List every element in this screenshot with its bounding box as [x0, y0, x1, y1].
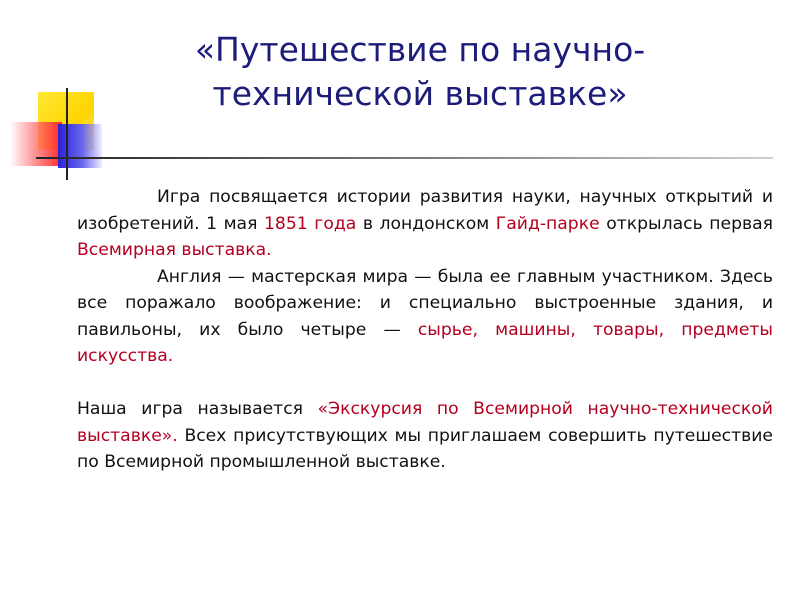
highlight-year: 1851 года [264, 213, 357, 234]
decor-vertical-line [66, 88, 68, 180]
title-divider-line [36, 157, 773, 159]
highlight-pavilions: сырье, машины, товары, предметы искусства. [77, 319, 773, 366]
highlight-world-expo: Всемирная выставка. [77, 240, 272, 260]
paragraph-game-text-1: Наша игра называется [77, 399, 318, 419]
paragraph-intro [77, 184, 773, 264]
paragraph-intro-text-3: открылась первая [599, 213, 773, 234]
slide-title [150, 28, 690, 116]
paragraph-spacer [77, 370, 773, 397]
paragraph-game [77, 396, 773, 476]
paragraph-intro-text-1: Игра посвящается истории развития науки, научных открытий и изобретений. 1 мая [77, 187, 773, 234]
title-line-1: «Путешествие по научно- [194, 30, 646, 69]
decor-red-square [10, 122, 62, 166]
paragraph-game-text-2: Всех присутствующих мы приглашаем совершить путешествие по Всемирной промышленной выставке. [77, 425, 773, 472]
paragraph-england [77, 264, 773, 370]
slide-body [77, 184, 773, 476]
paragraph-england-text: Англия — мастерская мира — была ее главным участником. Здесь все поражало воображение: и специально выстроенные здания, и павильоны, их было четыре — [77, 266, 773, 340]
highlight-hyde-park: Гайд-парке [495, 213, 600, 234]
highlight-game-name: «Экскурсия по Всемирной научно-технической выставке». [77, 399, 773, 446]
decor-blue-square [58, 124, 102, 168]
title-line-2: технической выставке» [212, 74, 628, 113]
paragraph-intro-text-2: в лондонском [356, 213, 496, 234]
